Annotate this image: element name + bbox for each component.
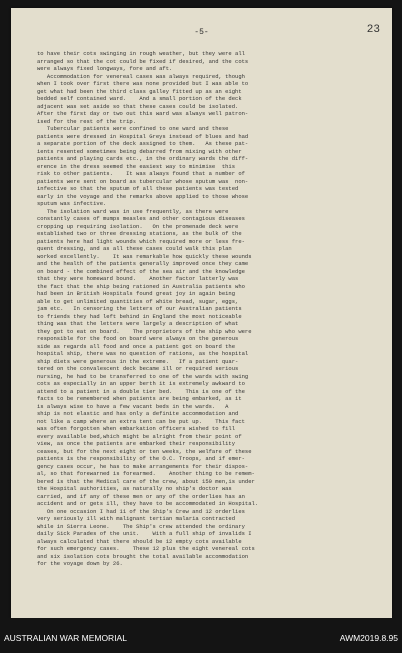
text-line: ceases, but for the next eight or ten weeks, the welfare of these: [37, 447, 252, 455]
text-line: infective so that the sputum of all these patients was tested: [37, 185, 239, 192]
text-line: cots as especially in an upper berth it is extremely awkward to: [37, 380, 245, 387]
text-line: get what had been the third class galley fitted up as an eight: [37, 87, 242, 95]
text-line: After the first day or two out this ward was always well patron-: [37, 110, 249, 117]
text-line: hospital ship, there was no question of rations, as the hospital: [37, 350, 249, 357]
text-line: patients and playing cards etc., in the ordinary wards the diff-: [37, 155, 249, 162]
text-line: On one occasion I had 11 of the Ship's Crew and 12 orderlies: [37, 507, 245, 515]
text-line: jam etc. In censoring the letters of our Australian patients: [37, 305, 242, 312]
text-line: bedded self contained ward. And a small portion of the deck: [37, 95, 242, 102]
text-line: for such emergency cases. These 12 plus the eight venereal cots: [37, 545, 255, 552]
text-line: to friends they had left behind in England the most noticeable: [37, 312, 242, 320]
text-line: thing was that the letters were largely a description of what: [37, 320, 239, 327]
text-line: they got to eat on board. The proprietors of the ship who were: [37, 327, 252, 335]
text-line: Tubercular patients were confined to one ward and these: [37, 125, 229, 132]
text-line: always calculated that there should be 12 empty cots available: [37, 537, 242, 545]
footer-bar: [0, 618, 402, 653]
page-marker: -5-: [194, 28, 209, 37]
document-page: [11, 8, 392, 618]
text-line: facts to be remembered when patients are being embarked, as it: [37, 395, 242, 402]
text-line: when I took over first there was none provided but I was able to: [37, 80, 249, 87]
text-line: and the health of the patients generally improved once they came: [37, 260, 249, 267]
text-line: ship diets were generous in the extreme. If a patient quar-: [37, 357, 239, 365]
text-line: risk to other patients. It was always found that a number of: [37, 170, 245, 177]
text-line: erence in the dress seemed the easiest way to minimise this: [37, 162, 236, 170]
text-line: is always wise to have a few vacant beds in the wards. A: [37, 402, 229, 410]
text-line: nursing, he had to be transferred to one of the wards with swing: [37, 372, 249, 380]
text-line: early in the voyage and the remarks above applied to those whose: [37, 192, 249, 200]
text-line: was often forgotten when embarkation officers wished to fill: [37, 425, 236, 432]
text-line: constantly cases of mumps measles and other contagious diseases: [37, 215, 245, 222]
text-line: that they were homeward bound. Another factor latterly was: [37, 275, 239, 282]
text-line: ients resented sometimes being debarred from mixing with other: [37, 147, 242, 155]
text-line: were always fixed longways, fore and aft.: [37, 65, 173, 72]
text-line: the Hospital authorities, as naturally no ship's doctor was: [37, 485, 232, 492]
text-line: worked excellently. It was remarkable how quickly these wounds: [37, 252, 252, 260]
text-line: responsible for the food on board were always on the generous: [37, 335, 239, 342]
text-line: not like a camp where an extra tent can be put up. This fact: [37, 417, 245, 425]
text-line: side as regards all food and once a patient got on board the: [37, 342, 236, 350]
text-line: Accommodation for venereal cases was always required, though: [37, 72, 245, 80]
text-line: al, so that forewarned is forearmed. Another thing to be remem-: [37, 470, 255, 477]
text-line: carried, and if any of these men or any of the orderlies has an: [37, 492, 245, 500]
text-line: tered on the convalescent deck became ill or required serious: [37, 365, 239, 372]
text-line: sputum was infective.: [37, 200, 107, 207]
text-line: accident and or gets ill, they have to be accommodated in Hospital.: [37, 500, 259, 507]
text-line: quent dressing, and as all these cases could walk this plan: [37, 245, 232, 252]
text-line: every available bed,which might be alright from their point of: [37, 432, 242, 440]
text-line: while in Sierra Leone. The Ship's crew attended the ordinary: [37, 522, 245, 530]
text-line: to have their cots swinging in rough weather, but they were all: [37, 50, 245, 57]
text-line: The isolation ward was in use frequently, as there were: [37, 207, 229, 215]
text-line: patients is the responsibility of the O.C. Troops, and if emer-: [37, 455, 245, 462]
text-line: ship is not elastic and has only a definite accommodation and: [37, 410, 239, 417]
text-line: arranged so that the cot could be fixed if desired, and the cots: [37, 57, 249, 65]
text-line: bered is that the Medical care of the crew, about 150 men,is under: [37, 477, 255, 485]
text-line: able to get unlimited quantities of white bread, sugar, eggs,: [37, 297, 239, 305]
text-line: for the voyage down by 26.: [37, 560, 123, 567]
text-line: patients were dressed in Hospital Greys instead of blues and had: [37, 132, 249, 140]
text-line: ised for the rest of the trip.: [37, 117, 137, 125]
text-line: attend to a patient in a double tier bed. This is one of the: [37, 387, 245, 395]
text-line: cropping up requiring isolation. On the promenade deck were: [37, 222, 239, 230]
text-line: patients here had light wounds which required more or less fre-: [37, 237, 245, 245]
institution-label: AUSTRALIAN WAR MEMORIAL: [4, 633, 127, 643]
reference-number: AWM2019.8.95: [339, 633, 398, 643]
text-line: on board - the combined effect of the sea air and the knowledge: [37, 267, 245, 275]
text-line: adjacent was set aside so that these cases could be isolated.: [37, 102, 239, 110]
text-line: very seriously ill with malignant tertian malaria contracted: [37, 515, 236, 522]
text-line: the fact that the ship being rationed in Australia patients who: [37, 282, 245, 290]
text-line: a separate portion of the deck assigned to them. As these pat-: [37, 140, 249, 147]
text-line: established two or three dressing stations, as the bulk of the: [37, 230, 242, 237]
text-line: had been in British Hospitals found great joy in again being: [37, 290, 236, 297]
text-line: gency cases occur, he has to make arrangements for their dispos-: [37, 462, 249, 470]
text-line: patients were sent on board as tubercular whose sputum was non-: [37, 177, 249, 185]
typed-text-body: [37, 50, 385, 568]
text-line: view, as once the patients are embarked their responsibility: [37, 440, 236, 447]
text-line: and six isolation cots brought the total available accommodation: [37, 552, 249, 560]
text-line: daily Sick Parades of the unit. With a full ship of invalids I: [37, 530, 252, 537]
folio-number: 23: [366, 24, 380, 36]
